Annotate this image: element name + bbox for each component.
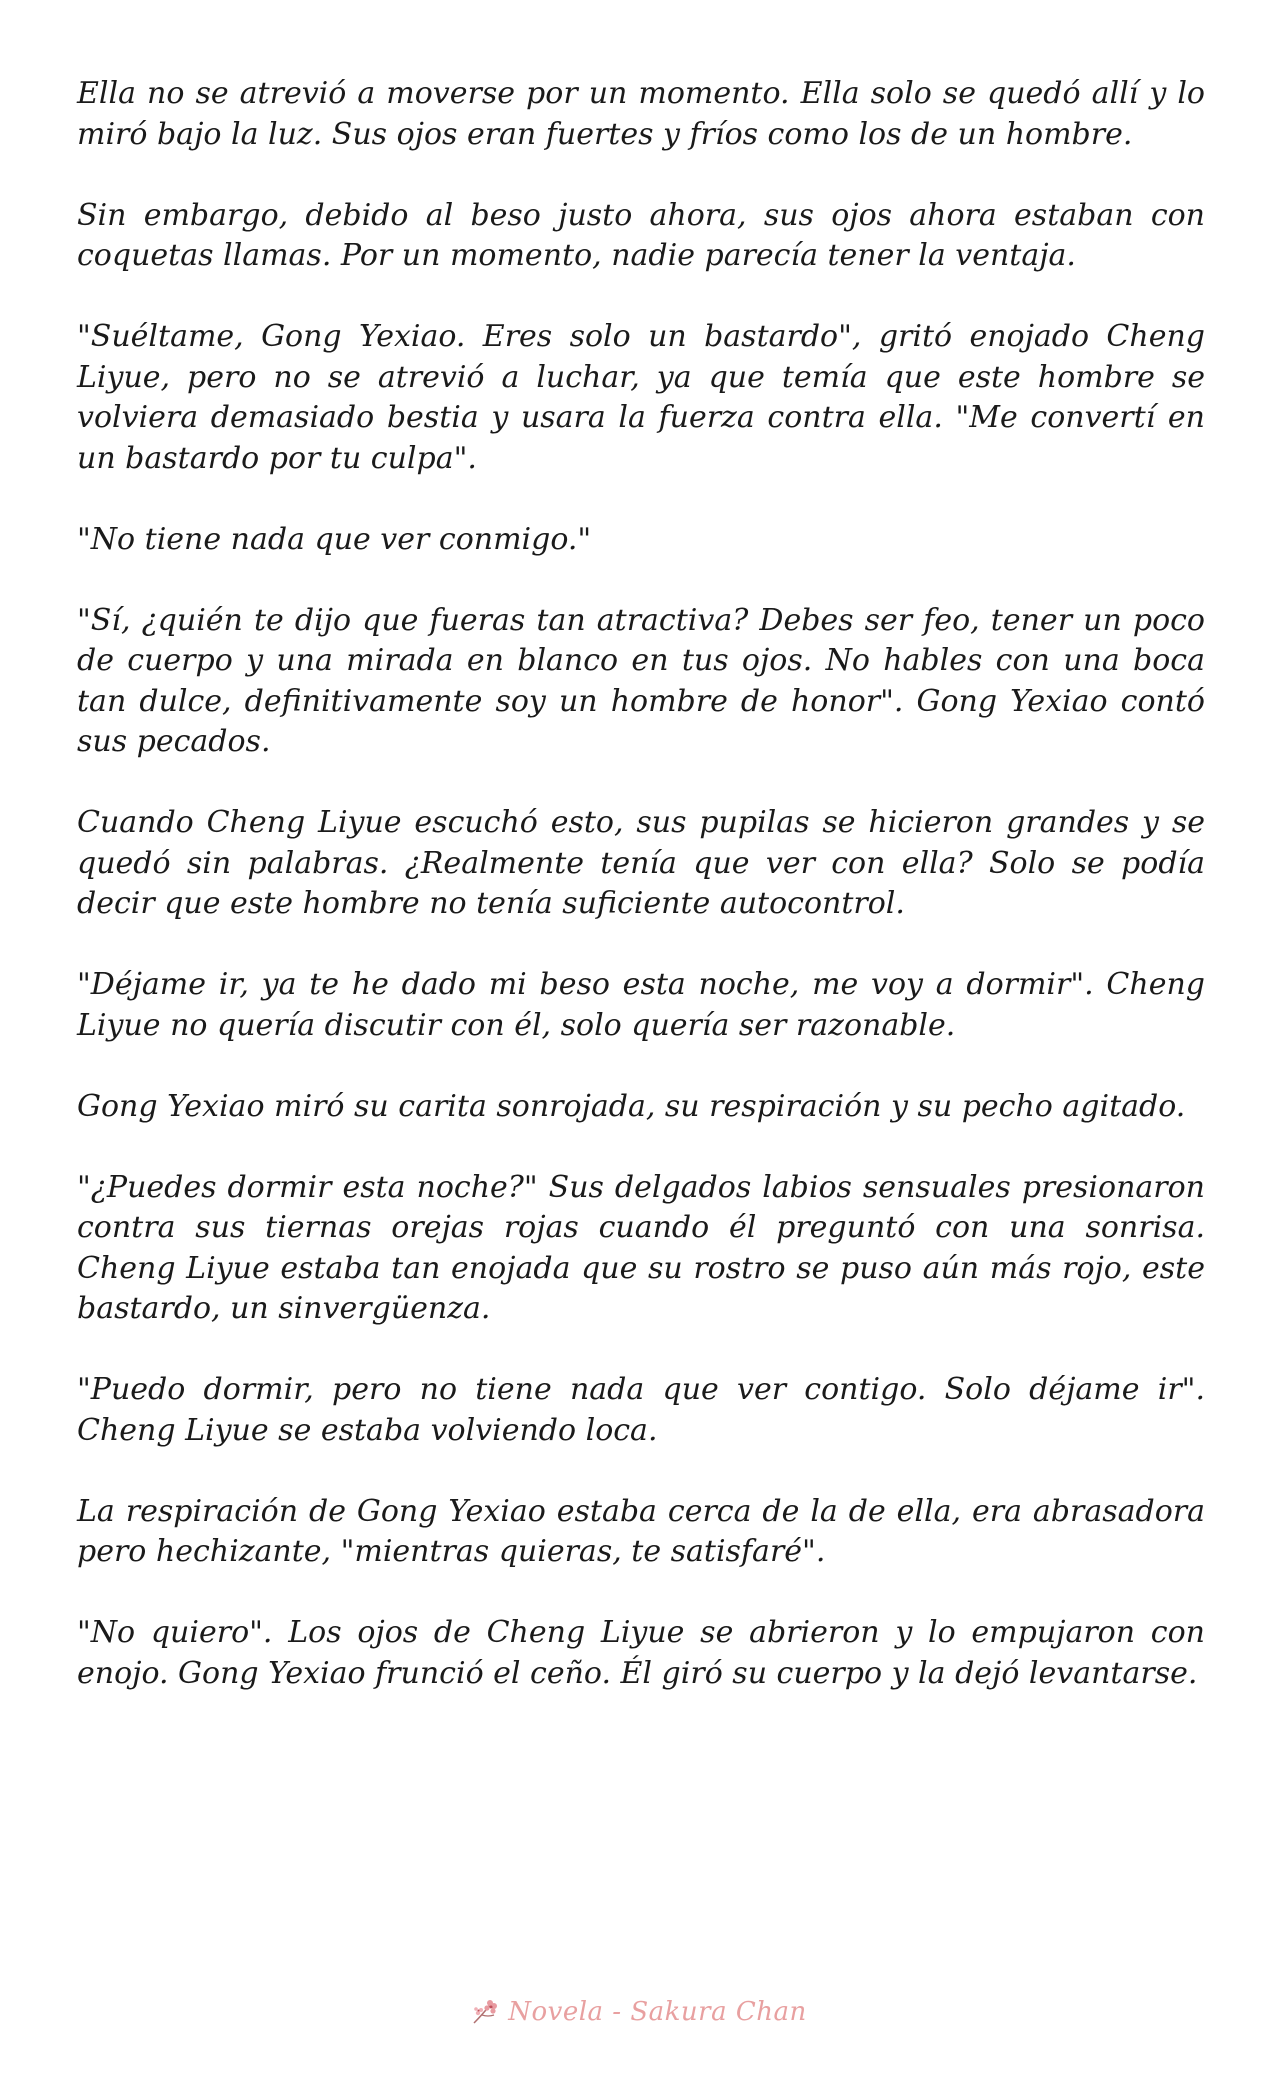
paragraph: Gong Yexiao miró su carita sonrojada, su respiración y su pecho agitado.: [77, 1088, 1186, 1124]
sakura-flower-icon: [468, 1995, 502, 2029]
paragraph: "No tiene nada que ver conmigo.": [77, 521, 592, 557]
paragraph: "Puedo dormir, pero no tiene nada que ver contigo. Solo déjame ir". Cheng Liyue se estaba volviendo loca.: [77, 1372, 1205, 1448]
paragraph: Ella no se atrevió a moverse por un momento. Ella solo se quedó allí y lo miró bajo la luz. Sus ojos eran fuertes y fríos como los de un hombre.: [77, 76, 1205, 152]
paragraph: Cuando Cheng Liyue escuchó esto, sus pupilas se hicieron grandes y se quedó sin palabras. ¿Realmente tenía que ver con ella? Solo se podía decir que este hombre no tenía suficiente autocontrol.: [77, 805, 1205, 921]
document-body: [77, 74, 1205, 1694]
footer-watermark: [0, 1992, 1275, 2032]
paragraph: Sin embargo, debido al beso justo ahora, sus ojos ahora estaban con coquetas llamas. Por un momento, nadie parecía tener la ventaja.: [77, 197, 1205, 273]
paragraph: "No quiero". Los ojos de Cheng Liyue se abrieron y lo empujaron con enojo. Gong Yexiao frunció el ceño. Él giró su cuerpo y la dejó levantarse.: [77, 1615, 1205, 1691]
paragraph: "Suéltame, Gong Yexiao. Eres solo un bastardo", gritó enojado Cheng Liyue, pero no se atrevió a luchar, ya que temía que este hombre se volviera demasiado bestia y usara la fuerza contra ella. "Me convertí en un bastardo por tu culpa".: [77, 319, 1205, 476]
paragraph: "Sí, ¿quién te dijo que fueras tan atractiva? Debes ser feo, tener un poco de cuerpo y una mirada en blanco en tus ojos. No hables con una boca tan dulce, definitivamente soy un hombre de honor". Gong Yexiao contó sus pecados.: [77, 602, 1205, 759]
paragraph: "Déjame ir, ya te he dado mi beso esta noche, me voy a dormir". Cheng Liyue no quería discutir con él, solo quería ser razonable.: [77, 967, 1205, 1043]
watermark-text: Novela - Sakura Chan: [508, 1997, 807, 2027]
watermark-group: [468, 1995, 807, 2029]
paragraph: "¿Puedes dormir esta noche?" Sus delgados labios sensuales presionaron contra sus tiernas orejas rojas cuando él preguntó con una sonrisa. Cheng Liyue estaba tan enojada que su rostro se puso aún más rojo, este bastardo, un sinvergüenza.: [77, 1169, 1205, 1326]
paragraph: La respiración de Gong Yexiao estaba cerca de la de ella, era abrasadora pero hechizante, "mientras quieras, te satisfaré".: [77, 1493, 1205, 1569]
